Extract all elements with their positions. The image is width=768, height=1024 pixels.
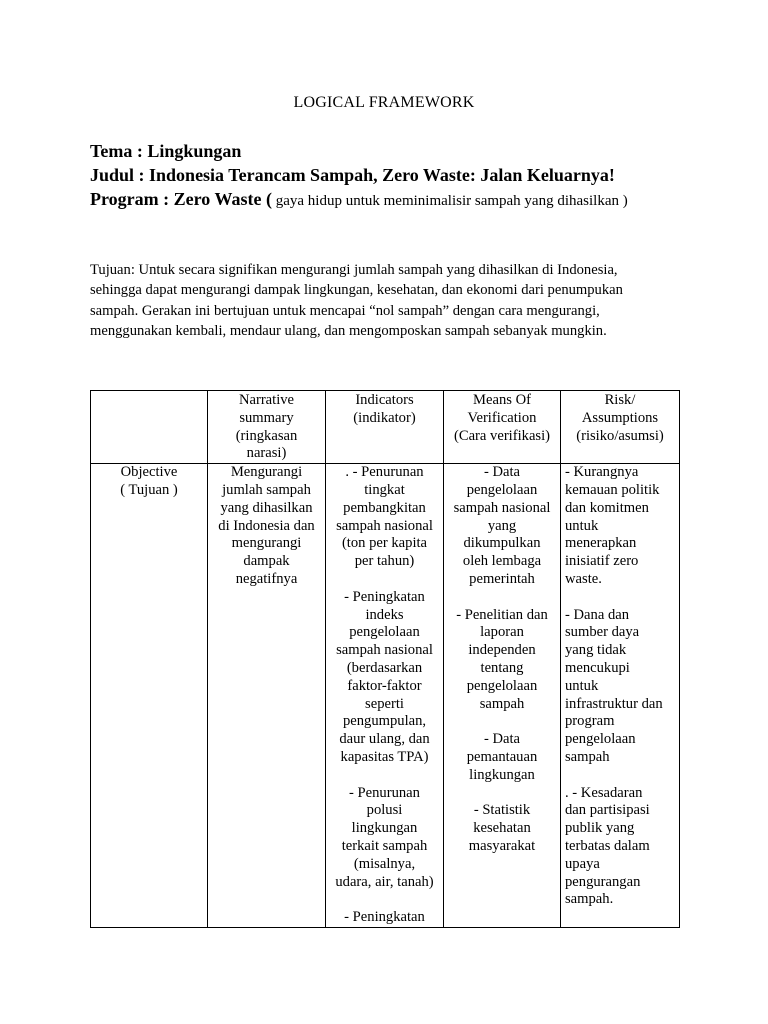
program-note: gaya hidup untuk meminimalisir sampah yang dihasilkan ) xyxy=(271,193,628,209)
risks-cell xyxy=(561,464,680,928)
header-cell-risks: Risk/ Assumptions (risiko/asumsi) xyxy=(561,391,680,464)
row-label-objective: Objective ( Tujuan ) xyxy=(91,464,208,928)
risk-item: . - Kesadaran dan partisipasi publik yang terbatas dalam upaya pengurangan sampah. xyxy=(565,784,650,908)
program-label: Program : Zero Waste ( xyxy=(90,189,272,209)
narrative-cell: Mengurangi jumlah sampah yang dihasilkan di Indonesia dan mengurangi dampak negatifnya xyxy=(208,464,326,928)
verification-item: - Data pemantauan lingkungan xyxy=(466,731,538,783)
verification-item: - Data pengelolaan sampah nasional yang dikumpulkan oleh lembaga pemerintah xyxy=(453,464,551,587)
risk-item: - Kurangnya kemauan politik dan komitmen untuk menerapkan inisiatif zero waste. xyxy=(565,464,660,587)
indicator-item: - Peningkatan xyxy=(344,909,425,926)
indicator-item: . - Penurunan tingkat pembangkitan sampah nasional (ton per kapita per tahun) xyxy=(336,464,433,570)
logical-framework-table xyxy=(90,390,680,928)
indicator-item: - Peningkatan indeks pengelolaan sampah nasional (berdasarkan faktor-faktor seperti pengumpulan, daur ulang, dan kapasitas TPA) xyxy=(336,588,433,765)
table-header-row xyxy=(91,391,680,464)
verification-item: - Penelitian dan laporan independen tentang pengelolaan sampah xyxy=(456,606,548,712)
header-cell-empty xyxy=(91,391,208,464)
indicators-cell xyxy=(326,464,444,928)
verification-item: - Statistik kesehatan masyarakat xyxy=(468,802,536,854)
header-cell-indicators: Indicators (indikator) xyxy=(326,391,444,464)
title-line: Judul : Indonesia Terancam Sampah, Zero Waste: Jalan Keluarnya! xyxy=(90,165,615,185)
document-title: LOGICAL FRAMEWORK xyxy=(293,94,475,111)
table-row xyxy=(91,464,680,928)
indicator-item: - Penurunan polusi lingkungan terkait sampah (misalnya, udara, air, tanah) xyxy=(335,784,434,890)
header-cell-verification: Means Of Verification (Cara verifikasi) xyxy=(444,391,561,464)
program-line xyxy=(90,189,628,210)
header-cell-narrative: Narrative summary (ringkasan narasi) xyxy=(208,391,326,464)
theme-line: Tema : Lingkungan xyxy=(90,141,242,161)
purpose-text: Tujuan: Untuk secara signifikan mengurangi jumlah sampah yang dihasilkan di Indonesia, sehingga dapat mengurangi dampak lingkungan, kesehatan, dan ekonomi dari penumpukan sampah. Gerakan ini bertujuan untuk mencapai “nol sampah” dengan cara mengurangi, menggunakan kembali, mendaur ulang, dan mengomposkan sampah sebanyak mungkin. xyxy=(90,262,623,339)
verification-cell xyxy=(444,464,561,928)
purpose-paragraph xyxy=(90,260,670,341)
risk-item: - Dana dan sumber daya yang tidak mencukupi untuk infrastruktur dan program pengelolaan sampah xyxy=(565,606,663,765)
